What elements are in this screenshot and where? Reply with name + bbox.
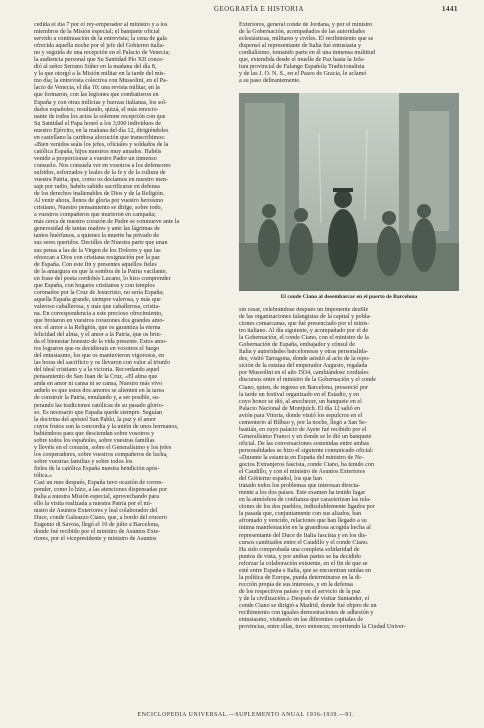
- running-head-title: GEOGRAFÍA E HISTORIA: [214, 6, 305, 13]
- halftone-photo-count-ciano: [239, 93, 459, 291]
- text-column-right-top: Exteriores, general conde de Jordana, y por el ministro de la Gobernación, acompañados de las autoridades eclesiásticas, militares y civiles. El recibimiento que se dispensó al representante de Italia fué entusiasta y cordialísimo, tomando parte en él una inmensa multitud que, extendida desde el muelle de Paz hasta la Jefa- tura provincial de Falange Española Tradicionalista y de las J. O. N. S., en el Paseo de Gracia, le aclamó a su paso delirantemente.: [239, 22, 376, 85]
- running-head: [34, 6, 458, 18]
- photo-caption: El conde Ciano al desembarcar en el puerto de Barcelona: [280, 294, 418, 300]
- page-number: 1441: [442, 6, 458, 13]
- text-column-left: cedida el día 7 por el rey-emperador al ministro y a los miembros de la Misión especial; el banquete oficial servido a continuación de la entrevista; la cena de gala ofrecida aquella noche por el jefe del Gobierno italia- no y seguida de una recepción en el Palacio de Venecia; la audiencia personal que Su Santidad Pío XII conce- dió al señor Serrano Súñer en la mañana del día 8, y la que otorgó a la Misión militar en la tarde del mis- mo día; la entrevista colectiva con Mussolini, en el Pa- lacio de Venecia, el día 10; una revista militar, en la que formaron, con las legiones que combatieron en España y con otras milicias y fuerzas italianas, los sol- dados españoles; resultando, quizá, el más emocio- nante de todos los actos la solemne recepción con que Su Santidad el Papa honró a los 3,000 individuos de nuestro Ejército, en la mañana del día 12, dirigiéndoles en castellano la cariñosa alocución que transcribimos: «Bien venidos seáis los jefes, oficiales y soldados de la católica España, hijos nuestros muy amados. Habéis venido a proporcionar a vuestro Padre un inmenso consuelo. Nos consuela ver en vosotros a los defensores sufridos, esforzados y leales de la fe y de la cultura de vuestra Patria, que, como os decíamos en nuestro men- saje por radio, habéis sabido sacrificarse en defensa de los derechos inalienables de Dios y de la Religión. Al venir ahora, llenos de gloria por vuestro heroísmo cristiano, Nuestro pensamiento se dirige, sobre todo, a vuestros compañeros que murieron en campaña; más cerca de nuestro corazón de Padre se conmueve ante la generosidad de tantas madres y ante las lágrimas de tantos huérfanos, a quienes la muerte ha privado de sus seres queridos. Decidles de Nuestra parte que unan sus penas a las de la Virgen de los Dolores y que las ofrezcan a Dios con cristiana resignación por la paz de España. Con este fin y presentes aquellos fieles de la amargura en que la sombra de la Patria vacilante, en frase del poeta cordobés Lucano, lo hizo comprender que España, con hogares cristianos y con templos coronados por la Cruz de Jesucristo, no sería España; aquella España grande, siempre valerosa, y más que valeroso caballerosa, y más que caballerosa, cristia- na. En correspondencia a este precioso ofrecimiento, que brotaron en vuestros corazones dos grandes amo- res: el amor a la Religión, que os garantiza la eterna felicidad del alma, y el amor a la Patria, que os brin- da el bienestar honesto de la vida presente. Estos amo- res lograron que os decidierais en vosotros el fuego del entusiasmo, los que os mantuvieron vigorosos, en las horas del sacrificio y os llevaron con valor al triunfo del ideal cristiano y a la victoria. Recordando aquel pensamiento de San Juan de la Cruz, «El alma que anda en amor ni cansa ni se cansa, Nuestro más vivo anhelo es que estos dos amores se alienten en la tarea de construir la Patria, emulando y, a ser posible, su- perando las tradiciones católicas de su pasado glorio- so. Es necesario que España quede siempre. Seguían la doctrina del apóstol San Pablo, la paz y el amor cuyos frutos son la concordia y la unión de unos hermanos, habiéndoos para que desciendan sobre vosotros y sobre todos los españoles, sobre vuestras familias y llevéis en el corazón, sobre el Generalísimo y los jefes los cooperadores, sobre vuestros compañeros de lucha, sobre vuestras familias y sobre todos los fieles de la católica España nuestra bendición após- tólica.» Casi un mes después, España tuvo ocasión de corres- ponder, como lo hizo, a las atenciones dispensadas por Italia a nuestra Misión especial, aprovechando para ello la visita realizada a nuestra Patria por el mi- nistro de Asuntos Exteriores y leal colaborador del Duce, conde Galeazzo Ciano, que, a bordo del crucero Eugenio di Savoia, llegó el 10 de julio a Barcelona, donde fué recibido por el ministro de Asuntos Exte- riores, por el vicepresidente y ministro de Asuntos: [34, 22, 180, 543]
- page-footer: ENCICLOPEDIA UNIVERSAL.—SUPLEMENTO ANUAL 1936-1939.—91.: [137, 712, 355, 718]
- photo-illustration: [239, 93, 459, 291]
- text-column-right-bottom: sin cesar, celebrándose después un imponente desfile de las organizaciones falangistas de la capital y pobla- ciones comarcanas, que fué presenciado por el minis- tro italiano. Al día siguiente, y acompañado por el de la Gobernación, el conde Ciano, con el ministro de la Gobernación de España, embajador y cónsul de Italia y autoridades barcelonesas y otras personalida- des, visitó Tarragona, donde asistió al acto de la repo- sición de la estatua del emperador Augusto, regalada por Mussolini en el año 1934, cambiándose cordiales discursos entre el ministro de la Gobernación y el conde Ciano, quien, de regreso en Barcelona, presenció por la tarde un festival organizado en el Estadio, y en cuyo honor se dió, al anochecer, un banquete en el Palacio Nacional de Montjuich. El día 12 salió en avión para Vitoria, donde visitó los sepulcros en el cementerio al Bilbao y, por la noche, llegó a San Se- bastián, en cuyo palacio de Ayete fué recibido por el Generalísimo Franco y en donde se le dió un banquete oficial. De las conversaciones sostenidas entre ambas personalidades se hizo el siguiente comunicado oficial: «Durante la estancia en España del ministro de Ne- gocios Extranjeros fascista, conde Ciano, ha tenido con el Caudillo, y con el ministro de Asuntos Exteriores del Gobierno español, los que han tratado todos los problemas que interesan directa- mente a los dos países. Este examen ha tenido lugar en la atmósfera de confianza que caracterizan las rela- ciones de los dos pueblos, indisolublemente ligados por la pasada que, conjuntamente con sus aliados, han afrontado y vencido, relaciones que han llegado a su íntima manifestación en la grandiosa acogida hecha al representante del Duce de Italia fascista y en los dis- cursos cambiados entre el Caudillo y el conde Ciano. Ha sido comprobada una completa solidaridad de puntos de vista, y por ambas partes se ha decidido reforzar la colaboración existente, en el fin de que se esté entre España e Italia, que se encuentran unidas en la política de Europa, pueda determinarse en la di- rección propia de sus intereses, y en la defensa de los respectivos países y en el servicio de la paz y de la civilización.» Después de visitar Santander, el conde Ciano se dirigió a Madrid, donde fué objeto de un recibimiento con iguales demostraciones de adhesión y entusiasmo, visitando en las diferentes capitales de provincias, entre ellas, tuvo entonces; recorriendo la Ciudad Univer-: [239, 307, 406, 631]
